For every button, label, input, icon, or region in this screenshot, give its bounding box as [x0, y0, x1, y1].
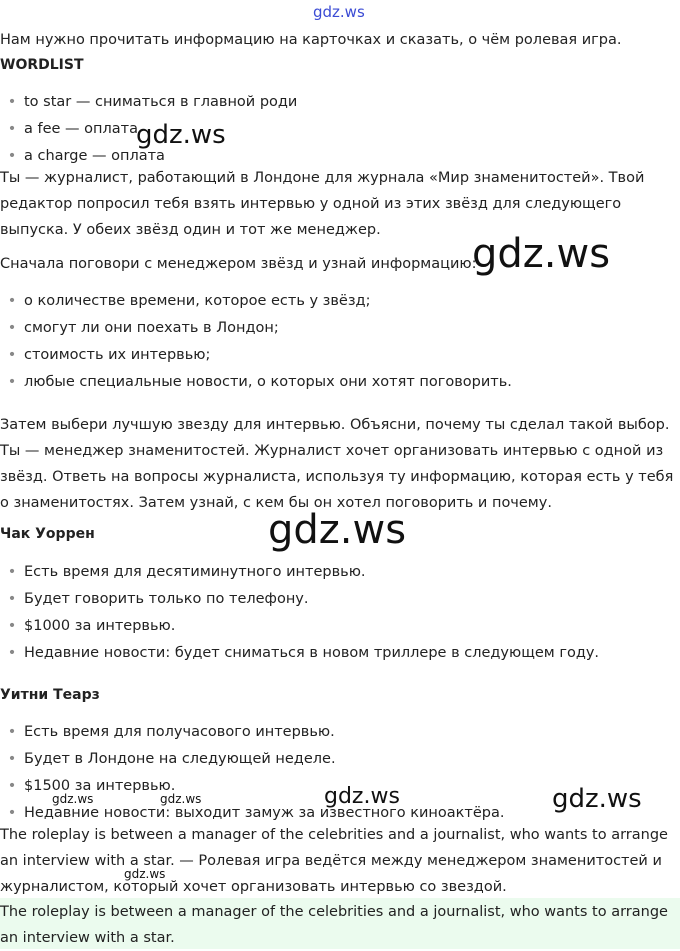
- ask-item: • смогут ли они поехать в Лондон;: [7, 320, 279, 336]
- answer-paragraph: The roleplay is between a manager of the celebrities and a journalist, who wants to arrange an interview with a star. — Ролевая игра ведётся между менеджером знаменитостей и журналистом, который хочет организовать интервью со звездой.: [0, 827, 668, 895]
- star1-name: Чак Уоррен: [0, 526, 95, 542]
- ask-item: • о количестве времени, которое есть у звёзд;: [7, 293, 371, 309]
- star1-item: • Есть время для десятиминутного интервью.: [7, 564, 366, 580]
- watermark: gdz.ws: [268, 507, 407, 553]
- star2-name: Уитни Теарз: [0, 687, 100, 703]
- star2-item: • $1500 за интервью.: [7, 778, 176, 794]
- intro-text: Нам нужно прочитать информацию на карточках и сказать, о чём ролевая игра.: [0, 32, 622, 48]
- ask-intro: Сначала поговори с менеджером звёзд и узнай информацию:: [0, 256, 477, 272]
- watermark-top: gdz.ws: [313, 3, 365, 21]
- star1-item: • Недавние новости: будет сниматься в новом триллере в следующем году.: [7, 645, 600, 661]
- ask-item: • стоимость их интервью;: [7, 347, 211, 363]
- star2-item: • Недавние новости: выходит замуж за известного киноактёра.: [7, 805, 505, 821]
- star2-item: • Будет в Лондоне на следующей неделе.: [7, 751, 336, 767]
- watermark: gdz.ws: [160, 792, 202, 806]
- star1-item: • $1000 за интервью.: [7, 618, 176, 634]
- watermark: gdz.ws: [124, 867, 166, 881]
- watermark: gdz.ws: [324, 784, 400, 809]
- wordlist-title: WORDLIST: [0, 57, 84, 73]
- ask-item: • любые специальные новости, о которых они хотят поговорить.: [7, 374, 512, 390]
- manager-paragraph: Затем выбери лучшую звезду для интервью. Объясни, почему ты сделал такой выбор. Ты — менеджер знаменитостей. Журналист хочет организовать интервью с одной из звёзд. Ответь на вопросы журналиста, используя ту информацию, которая есть у тебя о знаменитостях. Затем узнай, с кем бы он хотел поговорить и почему.: [0, 417, 674, 511]
- watermark: gdz.ws: [136, 120, 226, 150]
- star2-item: • Есть время для получасового интервью.: [7, 724, 335, 740]
- wordlist-item: • a fee — оплата: [7, 121, 138, 137]
- task-paragraph: Ты — журналист, работающий в Лондоне для журнала «Мир знаменитостей». Твой редактор попросил тебя взять интервью у одной из этих звёзд для следующего выпуска. У обеих звёзд один и тот же менеджер.: [0, 170, 645, 238]
- watermark: gdz.ws: [52, 792, 94, 806]
- wordlist-item: • a charge — оплата: [7, 148, 165, 164]
- wordlist-item: • to star — сниматься в главной роди: [7, 94, 298, 110]
- star1-item: • Будет говорить только по телефону.: [7, 591, 309, 607]
- answer-highlight-text: The roleplay is between a manager of the celebrities and a journalist, who wants to arrange an interview with a star.: [0, 904, 668, 946]
- watermark: gdz.ws: [552, 784, 642, 814]
- watermark: gdz.ws: [472, 231, 611, 277]
